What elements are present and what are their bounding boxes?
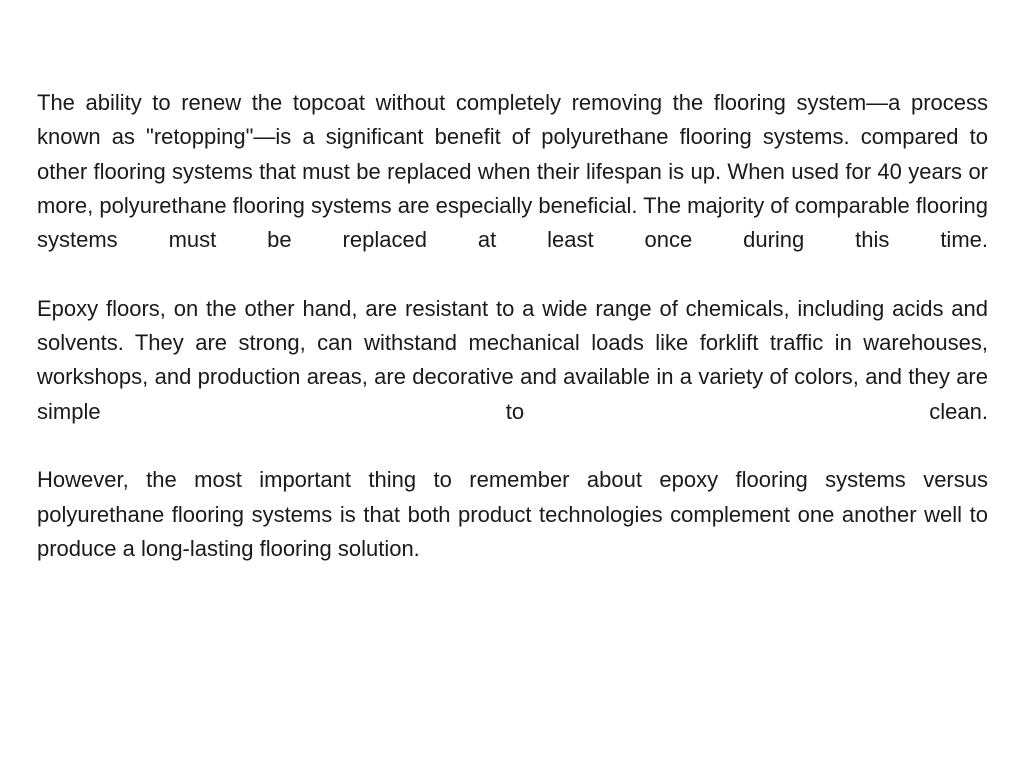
paragraph-polyurethane-retopping: The ability to renew the topcoat without completely removing the flooring system—a process known as "retopping"—is a significant benefit of polyurethane flooring systems. compared to other flooring systems that must be replaced when their lifespan is up. When used for 40 years or more, polyurethane flooring systems are especially beneficial. The majority of comparable flooring systems must be replaced at least once during this time. (37, 90, 988, 253)
paragraph-conclusion: However, the most important thing to remember about epoxy flooring systems versus polyurethane flooring systems is that both product technologies complement one another well to produce a long-lasting flooring solution. (37, 467, 988, 561)
paragraph-epoxy-properties: Epoxy floors, on the other hand, are resistant to a wide range of chemicals, including acids and solvents. They are strong, can withstand mechanical loads like forklift traffic in warehouses, workshops, and production areas, are decorative and available in a variety of colors, and they are simple to clean. (37, 295, 988, 424)
text-body (37, 86, 988, 566)
